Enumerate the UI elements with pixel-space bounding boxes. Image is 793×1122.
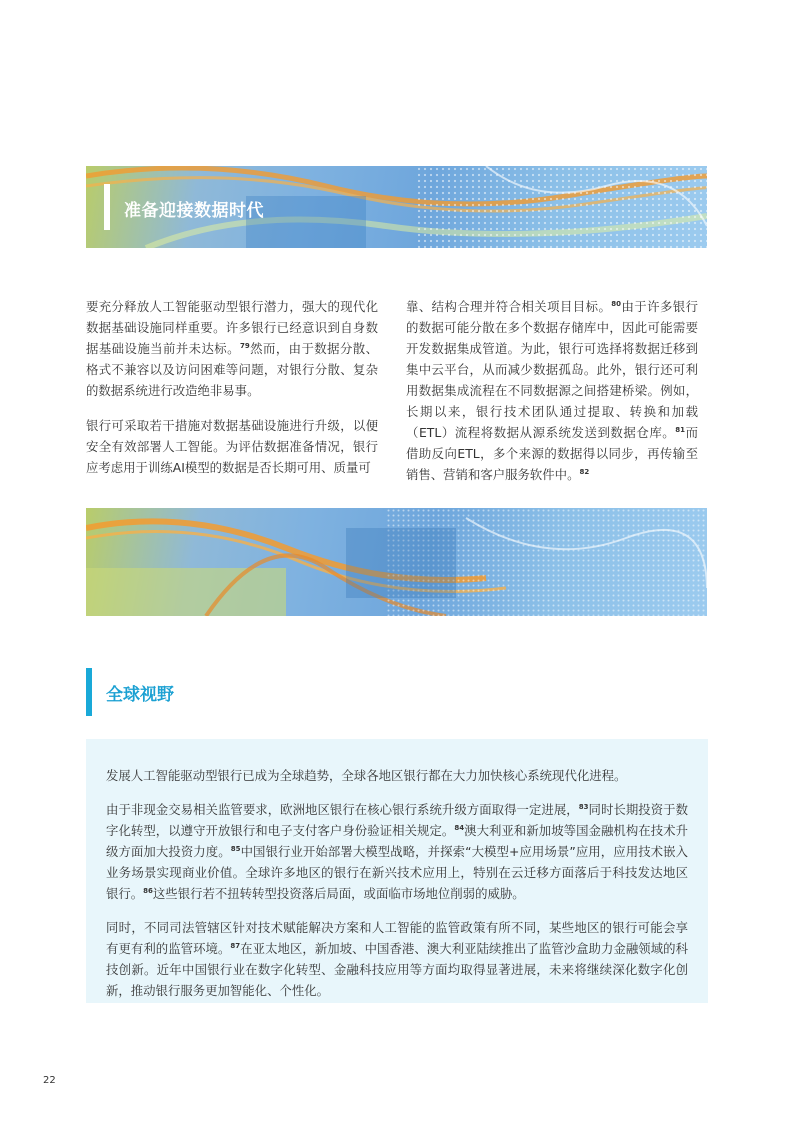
section-banner-image [86, 166, 707, 248]
banner-title: 准备迎接数据时代 [124, 201, 264, 221]
paragraph: 靠、结构合理并符合相关项目目标。$^{80}$由于许多银行的数据可能分散在多个数据存储库中，因此可能需要开发数据集成管道。为此，银行可选择将数据迁移到集中云平台，从而减少数据孤岛。此外，银行还可利用数据集成流程在不同数据源之间搭建桥梁。例如，长期以来，银行技术团队通过提取、转换和加载（ETL）流程将数据从源系统发送到数据仓库。$^{81}$而借助反向ETL，多个来源的数据得以同步，再传输至销售、营销和客户服务软件中。$^{82}$ [406, 299, 699, 482]
decorative-banner-image [86, 508, 707, 616]
paragraph: 银行可采取若干措施对数据基础设施进行升级，以便安全有效部署人工智能。为评估数据准备情况，银行应考虑用于训练AI模型的数据是否长期可用、质量可 [86, 418, 378, 475]
paragraph: 发展人工智能驱动型银行已成为全球趋势，全球各地区银行都在大力加快核心系统现代化进程。 [106, 768, 627, 783]
banner-accent-bar [104, 184, 110, 230]
left-text-column [86, 296, 378, 492]
right-text-column [406, 296, 698, 499]
paragraph: 要充分释放人工智能驱动型银行潜力，强大的现代化数据基础设施同样重要。许多银行已经意识到自身数据基础设施当前并未达标。$^{79}$然而，由于数据分散、格式不兼容以及访问困难等问题，对银行分散、复杂的数据系统进行改造绝非易事。 [86, 299, 379, 398]
highlight-box [86, 739, 708, 1003]
abstract-art-decoration [86, 508, 707, 616]
section-title: 全球视野 [106, 685, 174, 705]
paragraph: 同时，不同司法管辖区针对技术赋能解决方案和人工智能的监管政策有所不同，某些地区的银行可能会享有更有利的监管环境。$^{87}$在亚太地区，新加坡、中国香港、澳大利亚陆续推出了监管沙盒助力金融领域的科技创新。近年中国银行业在数字化转型、金融科技应用等方面均取得显著进展，未来将继续深化数字化创新，推动银行服务更加智能化、个性化。 [106, 920, 689, 998]
page-number: 22 [43, 1075, 56, 1086]
paragraph: 由于非现金交易相关监管要求，欧洲地区银行在核心银行系统升级方面取得一定进展，$^{83}$同时长期投资于数字化转型，以遵守开放银行和电子支付客户身份验证相关规定。$^{84}$澳大利亚和新加坡等国金融机构在技术升级方面加大投资力度。$^{85}$中国银行业开始部署大模型战略，并探索“大模型+应用场景”应用，应用技术嵌入业务场景实现商业价值。全球许多地区的银行在新兴技术应用上，特别在云迁移方面落后于科技发达地区银行。$^{86}$这些银行若不扭转转型投资落后局面，或面临市场地位削弱的威胁。 [106, 802, 689, 901]
section-accent-bar [86, 668, 92, 716]
